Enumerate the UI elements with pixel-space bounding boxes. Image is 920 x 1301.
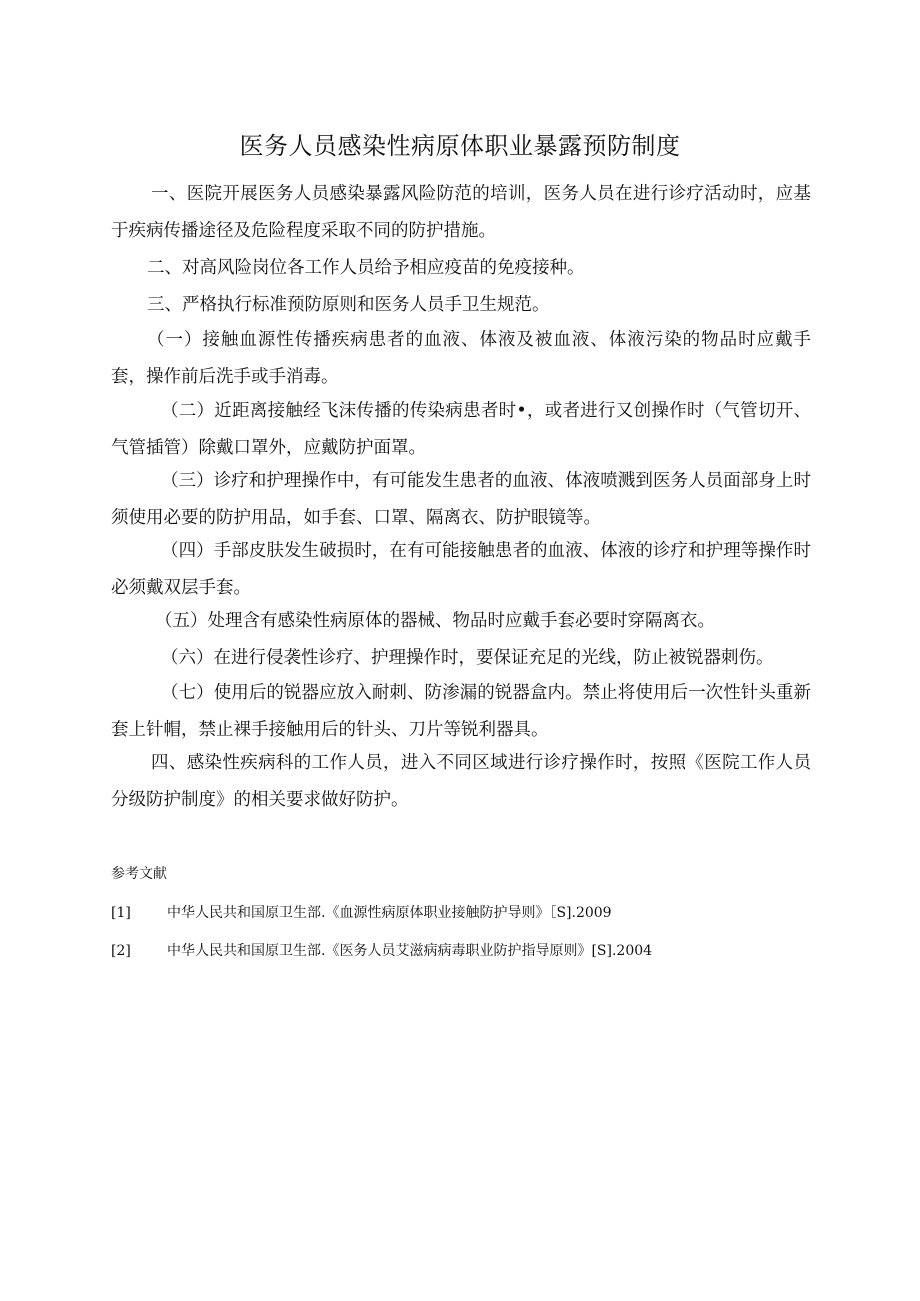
reference-item-2 [111, 941, 811, 961]
references-heading: 参考文献 [111, 866, 167, 882]
paragraph-sub-5: （五）处理含有感染性病原体的器械、物品时应戴手套必要时穿隔离衣。 [155, 611, 715, 631]
paragraph-sub-6: （六）在进行侵袭性诊疗、护理操作时，要保证充足的光线，防止被锐器刺伤。 [161, 648, 774, 668]
paragraph-sub-7: （七）使用后的锐器应放入耐刺、防渗漏的锐器盒内。禁止将使用后一次性针头重新套上针帽，禁止裸手接触用后的针头、刀片等锐利器具。 [111, 683, 811, 740]
paragraph-3: 三、严格执行标准预防原则和医务人员手卫生规范。 [147, 295, 550, 315]
paragraph-1: 一、医院开展医务人员感染暴露风险防范的培训，医务人员在进行诊疗活动时，应基于疾病传播途径及危险程度采取不同的防护措施。 [111, 184, 811, 241]
reference-item-1 [111, 903, 811, 923]
reference-number: [2] [111, 943, 131, 959]
paragraph-4: 四、感染性疾病科的工作人员，进入不同区域进行诊疗操作时，按照《医院工作人员分级防护制度》的相关要求做好防护。 [111, 753, 811, 810]
paragraph-sub-4: （四）手部皮肤发生破损时，在有可能接触患者的血液、体液的诊疗和护理等操作时必须戴双层手套。 [111, 541, 811, 598]
reference-text: 中华人民共和国原卫生部.《血源性病原体职业接触防护导则》［S].2009 [167, 905, 612, 921]
document-title: 医务人员感染性病原体职业暴露预防制度 [239, 132, 681, 160]
paragraph-sub-2: （二）近距离接触经飞沫传播的传染病患者时•，或者进行又创操作时（气管切开、气管插管）除戴口罩外，应戴防护面罩。 [111, 401, 811, 458]
paragraph-sub-1: （一）接触血源性传播疾病患者的血液、体液及被血液、体液污染的物品时应戴手套，操作前后洗手或手消毒。 [111, 330, 811, 387]
paragraph-2: 二、对高风险岗位各工作人员给予相应疫苗的免疫接种。 [147, 258, 585, 278]
reference-number: [1] [111, 905, 131, 921]
reference-text: 中华人民共和国原卫生部.《医务人员艾滋病病毒职业防护指导原则》[S].2004 [167, 943, 653, 959]
paragraph-sub-3: （三）诊疗和护理操作中，有可能发生患者的血液、体液喷溅到医务人员面部身上时须使用必要的防护用品，如手套、口罩、隔离衣、防护眼镜等。 [111, 471, 811, 528]
